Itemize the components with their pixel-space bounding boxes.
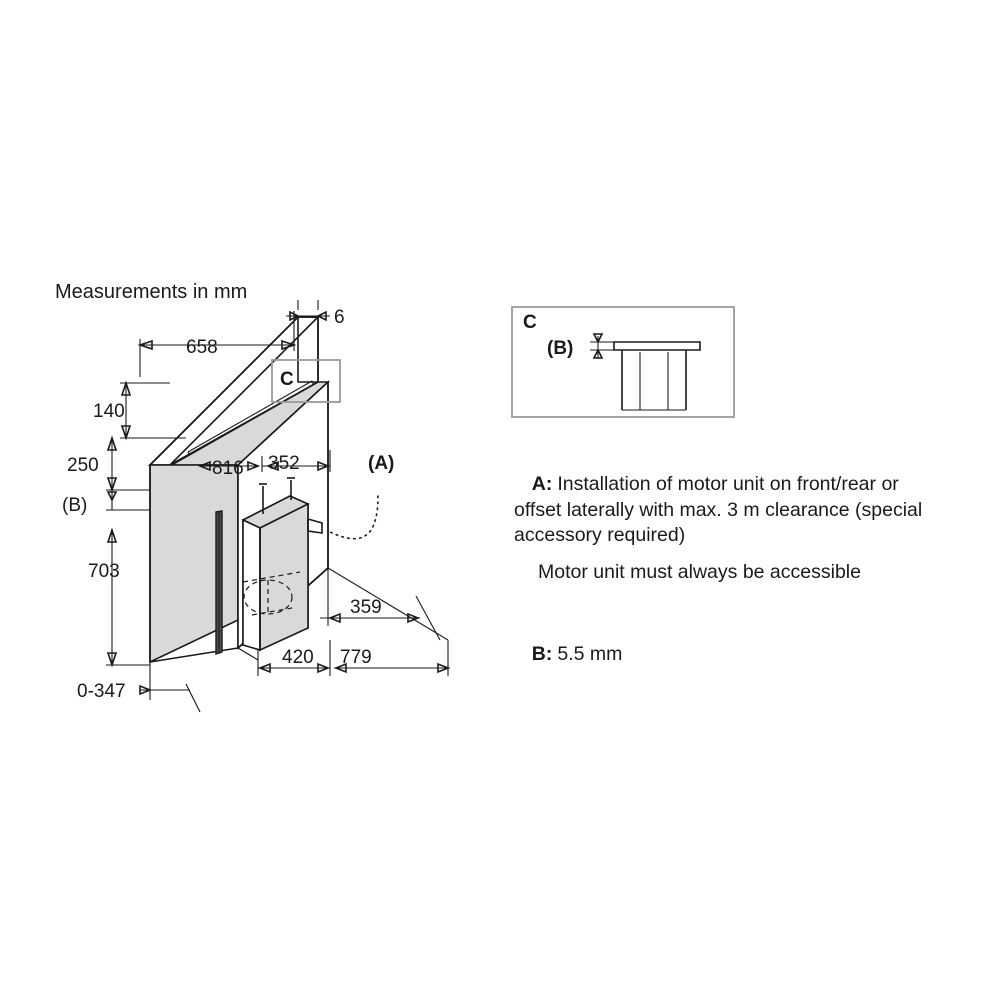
detail-plate xyxy=(614,342,700,350)
dim-0347-ext-right xyxy=(186,684,200,712)
dim-label-352: 352 xyxy=(268,453,300,474)
legend-a xyxy=(514,452,934,569)
dim-label-816: 816 xyxy=(212,458,244,479)
dim-label-420: 420 xyxy=(282,647,314,668)
dim-label-6: 6 xyxy=(334,307,345,328)
detail-c-frame xyxy=(512,307,734,417)
dim-label-0-347: 0-347 xyxy=(77,681,126,702)
dim-label-140: 140 xyxy=(93,401,125,422)
page-title: Measurements in mm xyxy=(55,281,248,303)
dim-label-B-left: (B) xyxy=(62,495,88,516)
motor-unit-right-face xyxy=(260,504,308,650)
dim-label-A: (A) xyxy=(368,453,395,474)
dim-label-250: 250 xyxy=(67,455,99,476)
body-front-face xyxy=(150,465,238,662)
legend-note: Motor unit must always be accessible xyxy=(538,561,861,583)
dim-label-658: 658 xyxy=(186,337,218,358)
appliance-isometric-view xyxy=(150,317,378,662)
detail-view-c xyxy=(512,307,734,417)
motor-unit-left-face xyxy=(243,520,260,650)
bottom-right-projection xyxy=(328,568,448,640)
dim-label-779: 779 xyxy=(340,647,372,668)
dim-label-703: 703 xyxy=(88,561,120,582)
detail-label-c: C xyxy=(523,312,537,333)
legend-a-text: Installation of motor unit on front/rear or offset laterally with max. 3 m clearance (special accessory required) xyxy=(514,473,923,547)
legend-b-text: 5.5 mm xyxy=(557,643,623,665)
legend-b xyxy=(514,622,894,688)
bottom-left-projection xyxy=(238,648,258,660)
leader-A-dotted xyxy=(330,496,378,539)
legend-a-key: A: xyxy=(531,473,553,495)
dim-label-359: 359 xyxy=(350,597,382,618)
callout-label-c: C xyxy=(280,369,294,390)
legend-b-key: B: xyxy=(531,643,553,665)
detail-label-b: (B) xyxy=(547,338,574,359)
